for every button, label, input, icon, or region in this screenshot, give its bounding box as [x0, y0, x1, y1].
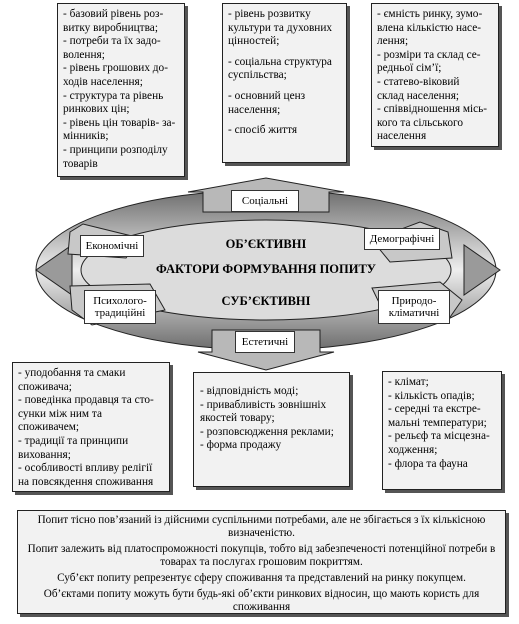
- list-item: - традиції та принципи: [18, 434, 129, 447]
- list-item: мінників;: [63, 130, 109, 143]
- list-item: населення: [377, 130, 427, 143]
- list-item: витку виробництва;: [63, 21, 158, 34]
- list-item: - основний ценз: [228, 89, 306, 102]
- note-paragraph: Об’єктами попиту можуть бути будь-які об’єкти ринкових відносин, що мають користь для споживання: [43, 588, 480, 613]
- economic-label: Економічні: [80, 235, 144, 257]
- list-item: населення;: [228, 103, 281, 116]
- list-item: - розповсюдження реклами;: [200, 425, 334, 438]
- list-item: - форма продажу: [200, 439, 282, 452]
- list-item: споживача;: [18, 380, 72, 393]
- list-item: редньої сім’ї;: [377, 62, 442, 75]
- list-item: мальні температури;: [388, 416, 487, 429]
- list-item: - флора та фауна: [388, 457, 468, 470]
- demographic-factors-box: [371, 3, 499, 147]
- list-item: - поведінка продавця та сто-: [18, 394, 154, 407]
- list-item: товарів: [63, 157, 98, 170]
- list-item: влена кількістю насе-: [377, 21, 481, 34]
- list-item: - кількість опадів;: [388, 389, 475, 402]
- list-item: - ємність ринку, зумо-: [377, 8, 483, 20]
- list-item: сунки між ним та: [18, 407, 102, 420]
- aesthetic-factors-box: [193, 372, 350, 487]
- list-item: - рівень цін товарів- за-: [63, 116, 176, 129]
- list-item: - статево-віковий: [377, 75, 460, 88]
- list-item: - розміри та склад се-: [377, 48, 481, 61]
- list-item: - принципи розподілу: [63, 143, 168, 156]
- list-item: - спосіб життя: [228, 124, 298, 137]
- natural-label: Природо-кліматичні: [378, 290, 450, 324]
- list-item: лення;: [377, 35, 409, 48]
- list-item: ходження;: [388, 443, 438, 456]
- list-item: культури та духовних: [228, 21, 333, 34]
- list-item: - соціальна структура: [228, 55, 332, 68]
- list-item: - рівень грошових до-: [63, 62, 168, 75]
- list-item: ринкових цін;: [63, 103, 130, 116]
- note-paragraph: Попит залежить від платоспроможності покупців, тобто від забезпеченості потенційної потреби в товарах та послугах грошовим покриттям.: [27, 543, 496, 568]
- list-item: - привабливість зовнішніх: [200, 398, 327, 411]
- list-item: - середні та екстре-: [388, 403, 481, 416]
- list-item: ходів населення;: [63, 75, 143, 88]
- economic-factors-box: [57, 3, 185, 177]
- list-item: - особливості впливу релігії: [18, 462, 153, 475]
- psychological-factors-box: [12, 362, 170, 492]
- objective-heading: ОБ’ЄКТИВНІ: [225, 237, 307, 251]
- list-item: - клімат;: [388, 376, 429, 388]
- list-item: - рельєф та місцезна-: [388, 430, 490, 443]
- list-item: - уподобання та смаки: [18, 367, 126, 379]
- social-factors-box: [222, 3, 347, 163]
- list-item: виховання;: [18, 448, 71, 461]
- list-item: склад населення;: [377, 89, 460, 102]
- list-item: суспільства;: [228, 69, 287, 82]
- list-item: волення;: [63, 48, 105, 61]
- psychological-label: Психолого-традиційні: [84, 290, 156, 324]
- list-item: - відповідність моді;: [200, 385, 299, 397]
- center-title: ФАКТОРИ ФОРМУВАННЯ ПОПИТУ: [156, 262, 376, 276]
- subjective-heading: СУБ’ЄКТИВНІ: [221, 294, 311, 308]
- list-item: - базовий рівень роз-: [63, 8, 164, 20]
- list-item: споживачем;: [18, 421, 80, 434]
- note-paragraph: Суб’єкт попиту репрезентує сферу споживання та представлений на ринку покупцем.: [57, 572, 466, 584]
- list-item: кого та сільського: [377, 116, 463, 129]
- list-item: на повсякдення споживання: [18, 475, 154, 488]
- social-label: Соціальні: [231, 190, 299, 212]
- demand-notes-box: [17, 510, 506, 614]
- list-item: - потреби та їх задо-: [63, 35, 161, 48]
- natural-factors-box: [382, 371, 502, 490]
- list-item: - співвідношення місь-: [377, 103, 488, 116]
- list-item: - структура та рівень: [63, 89, 164, 102]
- list-item: цінностей;: [228, 35, 280, 48]
- list-item: - рівень розвитку: [228, 8, 311, 20]
- demographic-label: Демографічні: [364, 228, 440, 250]
- note-paragraph: Попит тісно пов’язаний із дійсними суспільними потребами, але не збігається з їх кількісною визначеністю.: [37, 514, 486, 539]
- list-item: якостей товару;: [200, 412, 275, 425]
- aesthetic-label: Естетичні: [235, 331, 295, 353]
